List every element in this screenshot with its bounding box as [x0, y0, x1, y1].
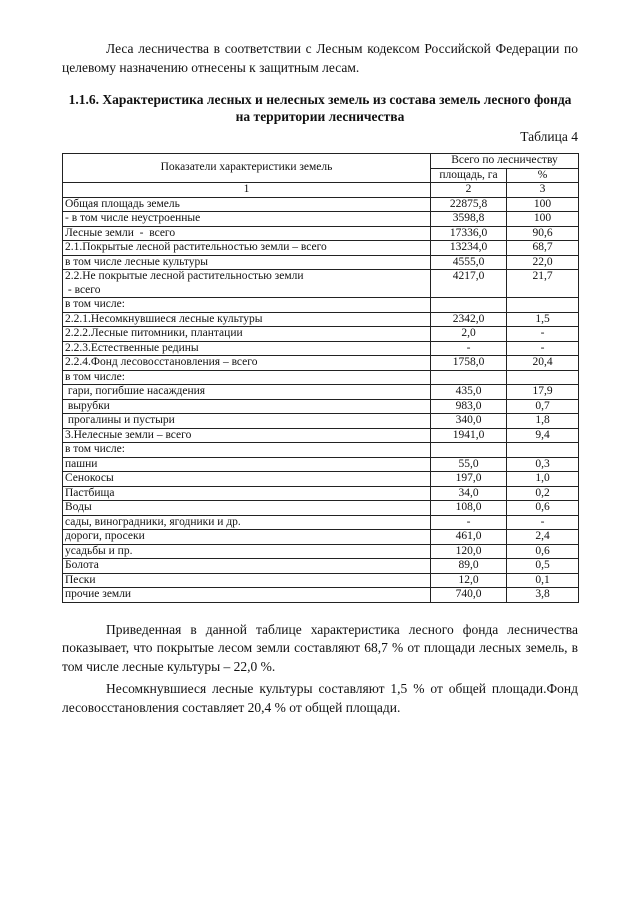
- row-label: [63, 312, 431, 327]
- row-label: [63, 588, 431, 603]
- row-label-text: - в том числе неустроенные: [65, 212, 201, 224]
- table-row: [63, 385, 579, 400]
- row-label-text: Пески: [65, 573, 96, 586]
- table-row: [63, 501, 579, 516]
- row-label-text: 2.2.4.Фонд лесовосстановления – всего: [65, 356, 258, 368]
- row-label-text: дороги, просеки: [65, 530, 145, 542]
- row-label-text: в том числе лесные культуры: [65, 255, 209, 268]
- table-row: [63, 341, 579, 356]
- row-label-text: Лесные земли - всего: [65, 226, 176, 239]
- land-characteristics-table: [62, 153, 579, 603]
- row-percent: 0,1: [507, 573, 579, 588]
- row-percent: 22,0: [507, 255, 579, 270]
- section-heading: 1.1.6. Характеристика лесных и нелесных земель из состава земель лесного фонда на территории лесничества: [68, 92, 572, 124]
- header-area: площадь, га: [431, 168, 507, 183]
- row-label: [63, 472, 431, 487]
- row-label-continuation: - всего: [65, 283, 101, 296]
- row-percent: [507, 298, 579, 313]
- row-label-text: в том числе:: [65, 443, 125, 455]
- row-area: 4555,0: [431, 255, 507, 270]
- row-percent: [507, 370, 579, 385]
- row-label: [63, 530, 431, 545]
- row-label-text: сады, виноградники, ягодники и др.: [65, 515, 241, 528]
- row-label-text: прогалины и пустыри: [65, 414, 175, 426]
- table-row: [63, 428, 579, 443]
- row-label: [63, 356, 431, 371]
- row-label: [63, 573, 431, 588]
- table-row: [63, 212, 579, 227]
- row-percent: 3,8: [507, 588, 579, 603]
- row-percent: 21,7: [507, 270, 579, 298]
- row-area: 461,0: [431, 530, 507, 545]
- table-row: [63, 515, 579, 530]
- row-label-text: 2.1.Покрытые лесной растительностью земли – всего: [65, 241, 327, 253]
- row-area: 17336,0: [431, 226, 507, 241]
- row-area: [431, 443, 507, 458]
- row-label: [63, 501, 431, 516]
- table-row: [63, 270, 579, 298]
- row-percent: 1,0: [507, 472, 579, 487]
- row-area: 340,0: [431, 414, 507, 429]
- header-row: [63, 154, 579, 169]
- row-label-text: Болота: [65, 559, 99, 571]
- table-row: [63, 298, 579, 313]
- row-area: 435,0: [431, 385, 507, 400]
- row-label: [63, 255, 431, 270]
- row-label-text: в том числе:: [65, 298, 125, 310]
- row-area: 108,0: [431, 501, 507, 516]
- row-area: 740,0: [431, 588, 507, 603]
- row-label: [63, 428, 431, 443]
- row-label: [63, 226, 431, 241]
- row-area: [431, 298, 507, 313]
- row-label-text: Пастбища: [65, 486, 115, 499]
- table-row: [63, 356, 579, 371]
- row-label-text: прочие земли: [65, 588, 132, 600]
- row-label-text: 2.2.2.Лесные питомники, плантации: [65, 327, 243, 339]
- row-percent: 1,8: [507, 414, 579, 429]
- table-row: [63, 226, 579, 241]
- row-area: 983,0: [431, 399, 507, 414]
- row-percent: 0,6: [507, 501, 579, 516]
- row-percent: 0,5: [507, 559, 579, 574]
- row-percent: 0,7: [507, 399, 579, 414]
- row-area: 1758,0: [431, 356, 507, 371]
- row-label: [63, 197, 431, 212]
- row-label: [63, 399, 431, 414]
- table-row: [63, 530, 579, 545]
- row-label-text: 2.2.Не покрытые лесной растительностью земли: [65, 270, 304, 282]
- row-percent: 0,6: [507, 544, 579, 559]
- table-row: [63, 443, 579, 458]
- row-label: [63, 385, 431, 400]
- row-label-text: 2.2.1.Несомкнувшиеся лесные культуры: [65, 312, 263, 325]
- row-label-text: гари, погибшие насаждения: [65, 385, 206, 397]
- row-label: [63, 298, 431, 313]
- row-percent: 2,4: [507, 530, 579, 545]
- row-label: [63, 559, 431, 574]
- table-row: [63, 399, 579, 414]
- row-label: [63, 241, 431, 256]
- column-number-1: 1: [63, 183, 431, 198]
- table-row: [63, 370, 579, 385]
- table-row: [63, 573, 579, 588]
- row-percent: -: [507, 515, 579, 530]
- row-percent: 90,6: [507, 226, 579, 241]
- row-area: 197,0: [431, 472, 507, 487]
- row-area: 2,0: [431, 327, 507, 342]
- row-percent: 9,4: [507, 428, 579, 443]
- row-area: 3598,8: [431, 212, 507, 227]
- row-label: [63, 457, 431, 472]
- row-label-text: пашни: [65, 457, 98, 470]
- column-number-3: 3: [507, 183, 579, 198]
- row-percent: -: [507, 341, 579, 356]
- table-row: [63, 241, 579, 256]
- row-label: [63, 341, 431, 356]
- table-caption: Таблица 4: [520, 129, 578, 144]
- row-percent: 100: [507, 212, 579, 227]
- table-row: [63, 457, 579, 472]
- row-label-text: Воды: [65, 501, 92, 513]
- table-row: [63, 414, 579, 429]
- table-row: [63, 588, 579, 603]
- row-area: [431, 370, 507, 385]
- row-percent: [507, 443, 579, 458]
- header-pct: %: [507, 168, 579, 183]
- row-label: [63, 270, 431, 298]
- row-label: [63, 486, 431, 501]
- row-area: 2342,0: [431, 312, 507, 327]
- row-area: 89,0: [431, 559, 507, 574]
- row-label: [63, 212, 431, 227]
- table-row: [63, 472, 579, 487]
- summary-paragraph-2: Несомкнувшиеся лесные культуры составляют 1,5 % от общей площади.Фонд лесовосстановления составляет 20,4 % от общей площади.: [62, 681, 578, 715]
- row-label-text: усадьбы и пр.: [65, 544, 133, 557]
- row-percent: 100: [507, 197, 579, 212]
- table-body: [63, 197, 579, 602]
- row-label-text: 2.2.3.Естественные редины: [65, 341, 199, 354]
- row-label-text: 3.Нелесные земли – всего: [65, 428, 192, 441]
- row-area: 120,0: [431, 544, 507, 559]
- row-label: [63, 414, 431, 429]
- column-number-2: 2: [431, 183, 507, 198]
- row-area: 34,0: [431, 486, 507, 501]
- row-label: [63, 544, 431, 559]
- row-area: 12,0: [431, 573, 507, 588]
- summary-paragraph-1: Приведенная в данной таблице характеристика лесного фонда лесничества показывает, что покрытые лесом земли составляют 68,7 % от площади лесных земель, в том числе лесные культуры – 22,0 %.: [62, 621, 578, 674]
- header-label: Показатели характеристики земель: [63, 154, 431, 183]
- row-area: 55,0: [431, 457, 507, 472]
- row-label: [63, 370, 431, 385]
- row-area: 1941,0: [431, 428, 507, 443]
- row-percent: 17,9: [507, 385, 579, 400]
- row-label: [63, 327, 431, 342]
- table-row: [63, 197, 579, 212]
- row-label: [63, 443, 431, 458]
- row-label-text: в том числе:: [65, 370, 125, 383]
- header-group: Всего по лесничеству: [431, 154, 579, 169]
- row-label-text: вырубки: [65, 399, 110, 412]
- row-percent: 0,2: [507, 486, 579, 501]
- row-label: [63, 515, 431, 530]
- row-area: 13234,0: [431, 241, 507, 256]
- table-row: [63, 327, 579, 342]
- row-label-text: Общая площадь земель: [65, 197, 180, 210]
- row-percent: -: [507, 327, 579, 342]
- document-page: [62, 40, 578, 717]
- row-area: 4217,0: [431, 270, 507, 298]
- row-percent: 1,5: [507, 312, 579, 327]
- column-number-row: [63, 183, 579, 198]
- table-row: [63, 486, 579, 501]
- row-percent: 20,4: [507, 356, 579, 371]
- table-row: [63, 255, 579, 270]
- row-label-text: Сенокосы: [65, 472, 114, 484]
- row-area: 22875,8: [431, 197, 507, 212]
- table-row: [63, 559, 579, 574]
- table-row: [63, 544, 579, 559]
- row-area: -: [431, 515, 507, 530]
- intro-paragraph: Леса лесничества в соответствии с Лесным кодексом Российской Федерации по целевому назначению отнесены к защитным лесам.: [62, 41, 578, 75]
- row-percent: 68,7: [507, 241, 579, 256]
- row-percent: 0,3: [507, 457, 579, 472]
- table-row: [63, 312, 579, 327]
- row-area: -: [431, 341, 507, 356]
